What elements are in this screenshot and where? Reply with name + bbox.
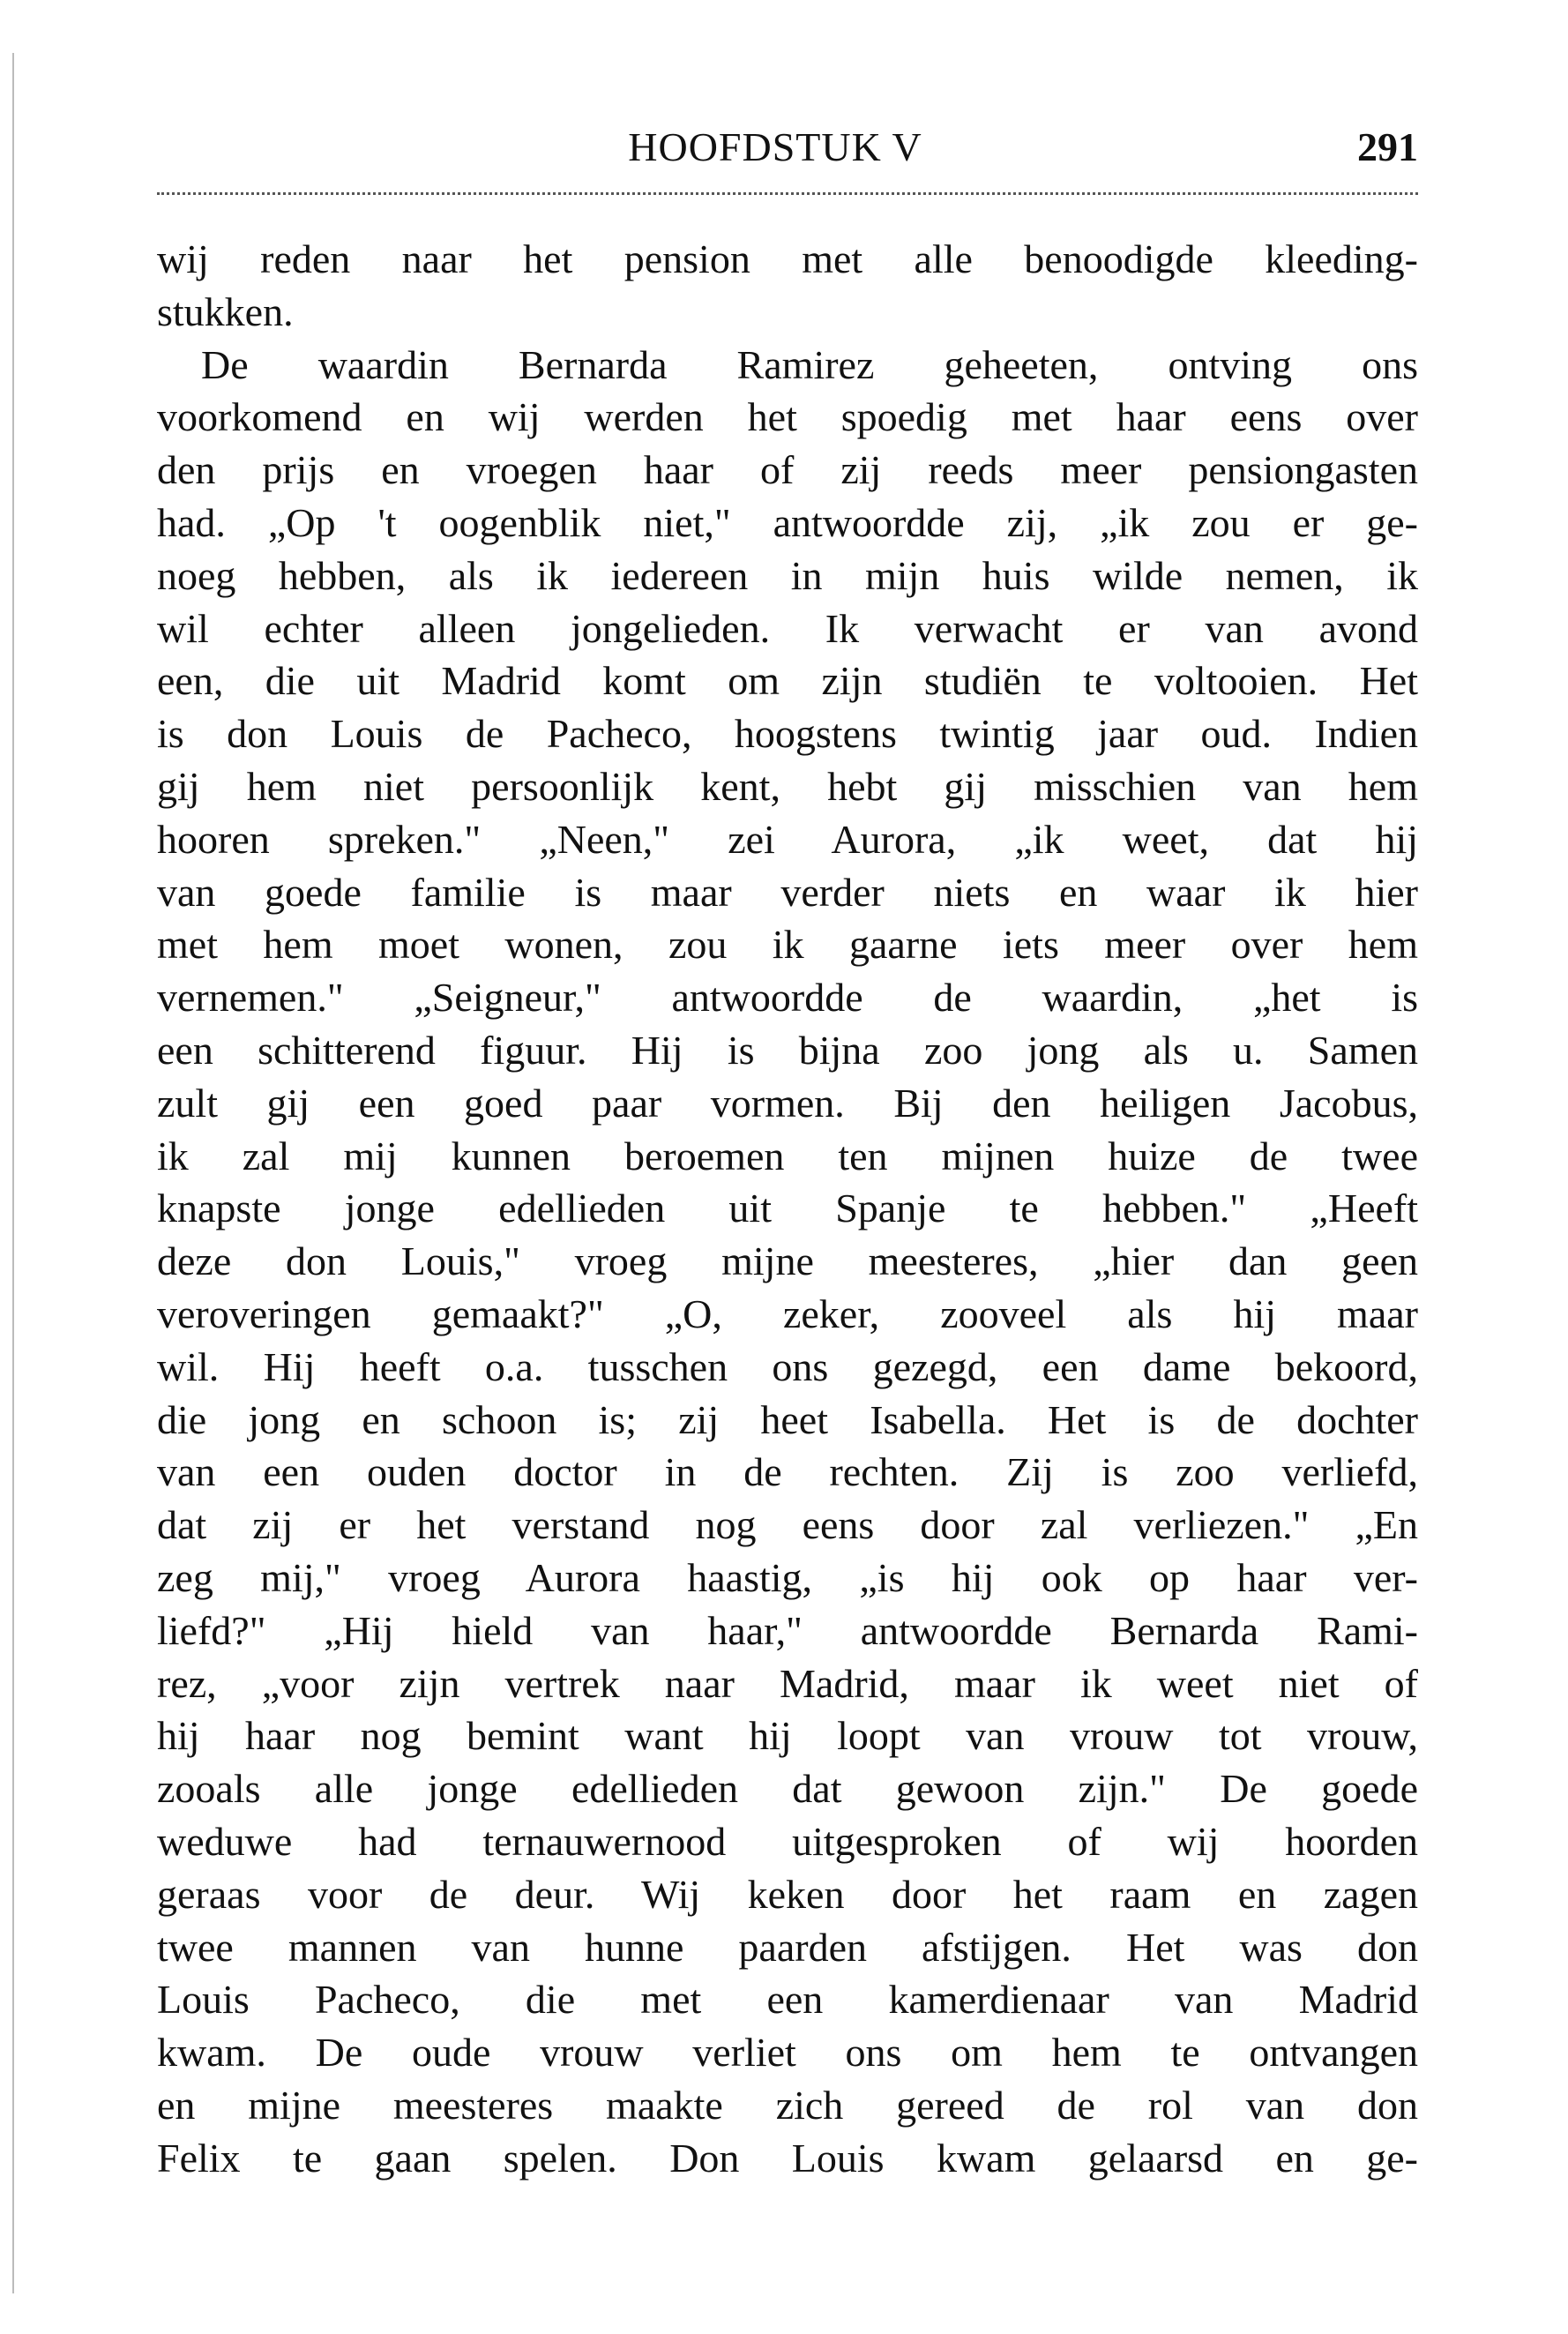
text-line: den prijs en vroegen haar of zij reeds meer pensiongasten [157,447,1418,493]
text-line: stukken. [157,288,294,334]
text-line: voorkomend en wij werden het spoedig met haar eens over [157,394,1418,440]
text-line: en mijne meesteres maakte zich gereed de rol van don [157,2082,1418,2128]
text-line: wil echter alleen jongelieden. Ik verwacht er van avond [157,605,1418,651]
text-line: zeg mij," vroeg Aurora haastig, „is hij ook op haar ver- [157,1554,1418,1600]
text-line: geraas voor de deur. Wij keken door het raam en zagen [157,1871,1418,1917]
text-line: Louis Pacheco, die met een kamerdienaar van Madrid [157,1977,1418,2023]
text-line: zooals alle jonge edellieden dat gewoon zijn." De goede [157,1766,1418,1812]
text-line: vernemen." „Seigneur," antwoordde de waardin, „het is [157,975,1418,1021]
text-line: twee mannen van hunne paarden afstijgen. Het was don [157,1924,1418,1970]
header-divider [157,192,1418,195]
text-line: ik zal mij kunnen beroemen ten mijnen huize de twee [157,1133,1418,1178]
text-line: rez, „voor zijn vertrek naar Madrid, maar ik weet niet of [157,1660,1418,1706]
text-line: had. „Op 't oogenblik niet," antwoordde zij, „ik zou er ge- [157,499,1418,545]
text-line: veroveringen gemaakt?" „O, zeker, zooveel als hij maar [157,1290,1418,1336]
chapter-title: HOOFDSTUK V [628,124,922,169]
text-line: dat zij er het verstand nog eens door zal verliezen." „En [157,1502,1418,1548]
text-line: knapste jonge edellieden uit Spanje te hebben." „Heeft [157,1186,1418,1231]
text-line: van een ouden doctor in de rechten. Zij is zoo verliefd, [157,1449,1418,1495]
text-line: wij reden naar het pension met alle benoodigde kleeding- [157,236,1418,281]
text-line: is don Louis de Pacheco, hoogstens twintig jaar oud. Indien [157,711,1418,757]
text-line: een, die uit Madrid komt om zijn studiën te voltooien. Het [157,658,1418,704]
text-line: die jong en schoon is; zij heet Isabella. Het is de dochter [157,1396,1418,1442]
text-line: hij haar nog bemint want hij loopt van vrouw tot vrouw, [157,1713,1418,1759]
text-line: kwam. De oude vrouw verliet ons om hem te ontvangen [157,2030,1418,2076]
text-line: De waardin Bernarda Ramirez geheeten, ontving ons [201,341,1418,387]
text-line: gij hem niet persoonlijk kent, hebt gij misschien van hem [157,763,1418,809]
page-number: 291 [1357,124,1418,169]
text-line: deze don Louis," vroeg mijne meesteres, „hier dan geen [157,1238,1418,1284]
text-line: zult gij een goed paar vormen. Bij den heiligen Jacobus, [157,1080,1418,1126]
text-line: wil. Hij heeft o.a. tusschen ons gezegd, een dame bekoord, [157,1343,1418,1389]
scan-edge-artifact [12,53,14,2293]
text-line: met hem moet wonen, zou ik gaarne iets meer over hem [157,922,1418,968]
running-header [0,123,1568,170]
body-text [157,233,1418,2184]
text-line: hooren spreken." „Neen," zei Aurora, „ik weet, dat hij [157,816,1418,862]
text-line: noeg hebben, als ik iedereen in mijn huis wilde nemen, ik [157,552,1418,598]
text-line: weduwe had ternauwernood uitgesproken of wij hoorden [157,1818,1418,1864]
text-line: liefd?" „Hij hield van haar," antwoordde Bernarda Rami- [157,1607,1418,1653]
text-line: een schitterend figuur. Hij is bijna zoo jong als u. Samen [157,1027,1418,1073]
text-line: van goede familie is maar verder niets en waar ik hier [157,869,1418,915]
text-line: Felix te gaan spelen. Don Louis kwam gelaarsd en ge- [157,2135,1418,2181]
